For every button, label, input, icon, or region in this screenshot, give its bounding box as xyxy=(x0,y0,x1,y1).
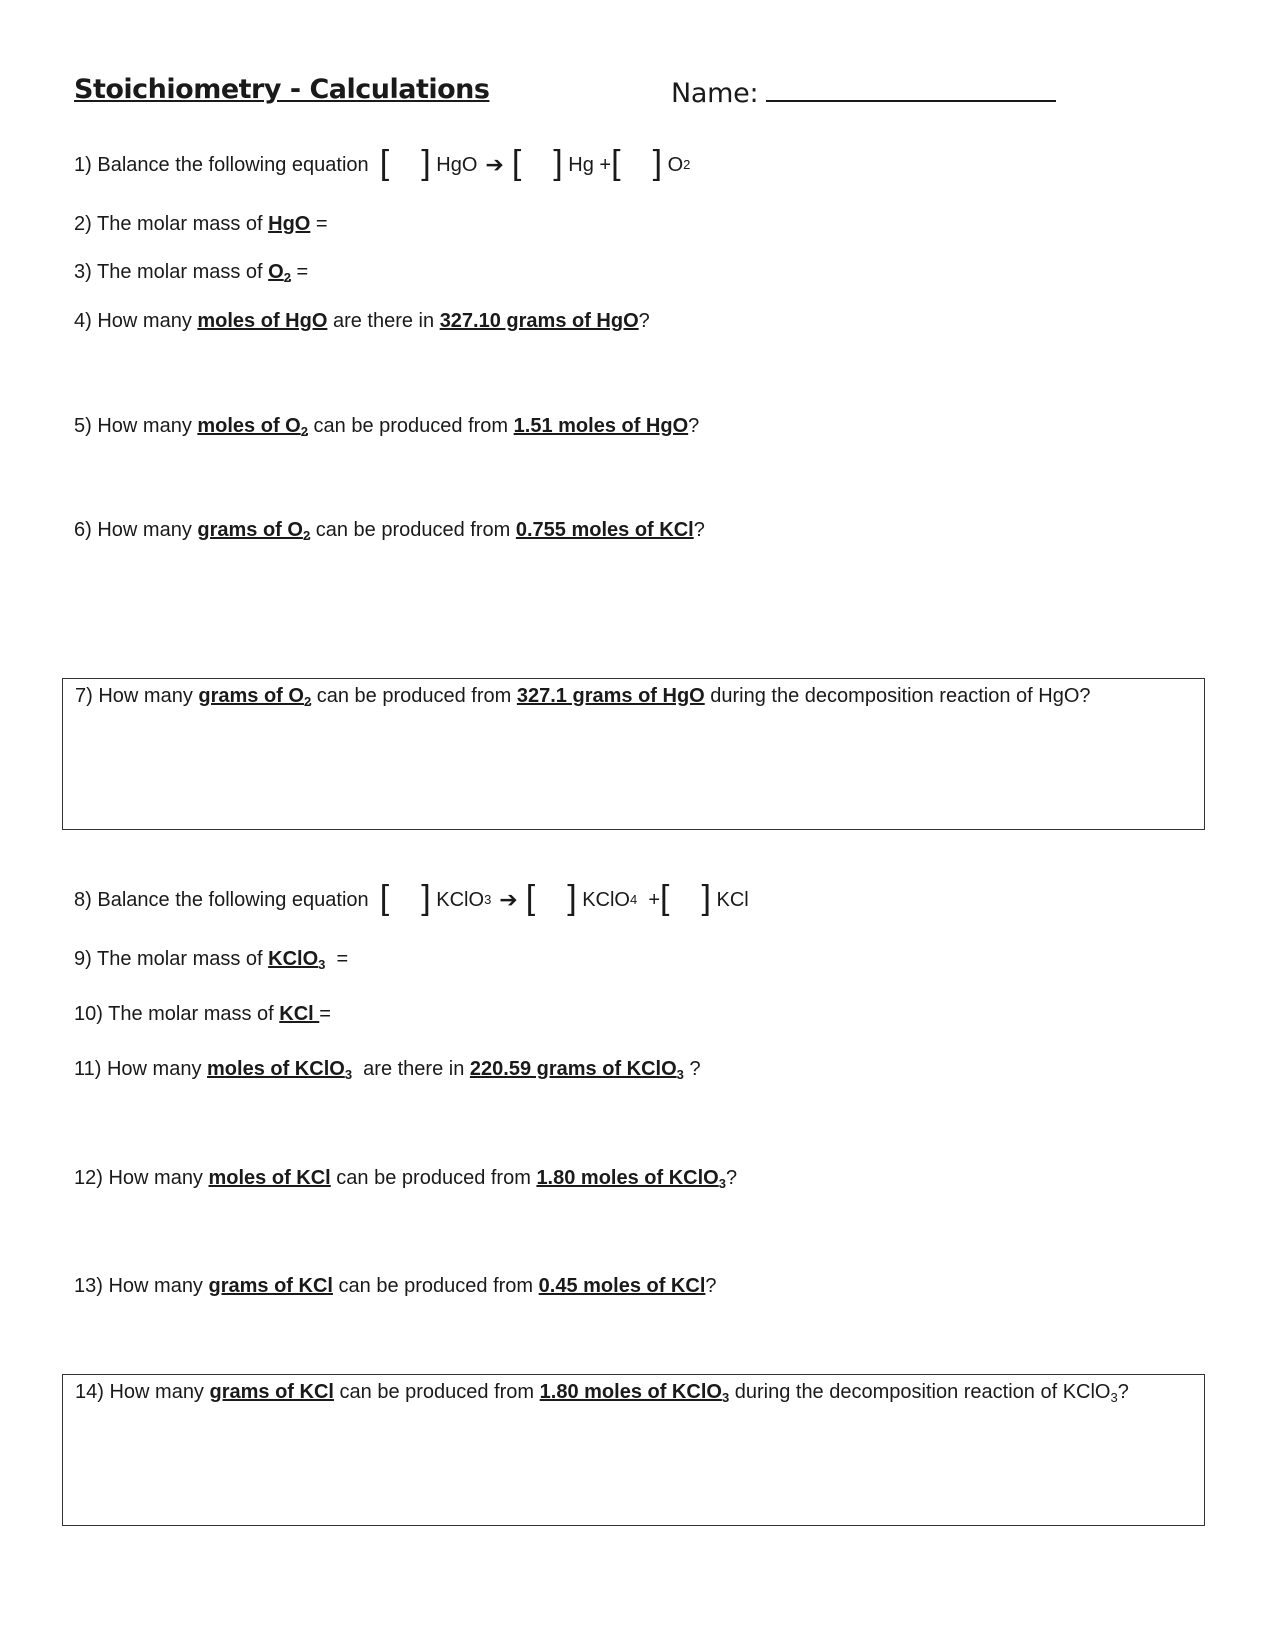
worksheet-title: Stoichiometry - Calculations xyxy=(74,74,490,105)
question-14 xyxy=(63,1375,1204,1404)
question-11 xyxy=(74,1058,701,1081)
text-q10-pre: 10) The molar mass of xyxy=(74,1003,280,1025)
text-q8-s2: KClO xyxy=(582,888,630,911)
text-q7-post: during the decomposition reaction of HgO? xyxy=(704,685,1091,707)
text-q5-b2: 1.51 moles of HgO xyxy=(513,415,689,437)
text-q2-post: = xyxy=(310,213,328,235)
text-q6-mid: can be produced from xyxy=(310,519,516,541)
name-field xyxy=(671,76,1056,109)
text-q1-species-0: HgO xyxy=(436,153,478,176)
text-q13-post: ? xyxy=(705,1275,717,1297)
text-q7-pre: 7) How many xyxy=(75,685,199,707)
name-blank-line[interactable] xyxy=(766,76,1056,102)
text-q13-pre: 13) How many xyxy=(74,1275,209,1297)
coefficient-bracket[interactable]: [ ] xyxy=(379,879,431,917)
question-3 xyxy=(74,261,308,284)
coefficient-bracket[interactable]: [ ] xyxy=(525,879,577,917)
bold-term xyxy=(540,1381,730,1403)
text-q9-bold: KClO xyxy=(268,948,319,970)
text-q3-sub: 2 xyxy=(283,270,291,285)
text-q11-b2sub: 3 xyxy=(676,1067,684,1082)
bold-term xyxy=(197,415,308,437)
bold-term xyxy=(198,685,311,707)
text-q4-b1: moles of HgO xyxy=(197,310,328,332)
text-q11-pre: 11) How many xyxy=(74,1058,208,1080)
text-q4-pre: 4) How many xyxy=(74,310,198,332)
text-q7-b1: grams of O xyxy=(198,685,304,707)
bold-term xyxy=(470,1058,684,1080)
text-q3-pre: 3) The molar mass of xyxy=(74,261,269,283)
bold-term xyxy=(268,261,291,283)
text-q10-bold: KCl xyxy=(279,1003,320,1025)
text-q6-b1sub: 2 xyxy=(302,528,311,543)
text-q9-sub: 3 xyxy=(318,957,326,972)
text-q13-mid: can be produced from xyxy=(332,1275,539,1297)
text-q7-b2: 327.1 grams of HgO xyxy=(516,685,705,707)
text-q7-b1sub: 2 xyxy=(303,694,312,709)
text-q11-post: ? xyxy=(683,1058,701,1080)
text-q1-num: 1) xyxy=(74,153,92,176)
question-1: 1) Balance the following equation [ ] HgO ➔ [ ] Hg + [ ] O 2 xyxy=(74,144,691,182)
coefficient-bracket[interactable]: [ ] xyxy=(660,879,711,917)
text-q6-pre: 6) How many xyxy=(74,519,198,541)
answer-box-question-14[interactable] xyxy=(62,1374,1205,1526)
text-q13-b1: grams of KCl xyxy=(208,1275,333,1297)
text-q12-b1: moles of KCl xyxy=(208,1167,331,1189)
text-q1-text: Balance the following equation xyxy=(97,153,369,176)
text-q8-s1: KClO xyxy=(436,888,485,911)
arrow-icon: ➔ xyxy=(485,152,504,177)
text-q5-b1sub: 2 xyxy=(300,424,308,439)
text-q4-b2: 327.10 grams of HgO xyxy=(439,310,639,332)
question-4 xyxy=(74,310,650,333)
text-q14-end: ? xyxy=(1117,1381,1129,1403)
text-q5-b1: moles of O xyxy=(197,415,301,437)
text-q13-b2: 0.45 moles of KCl xyxy=(538,1275,706,1297)
text-q11-mid: are there in xyxy=(357,1058,470,1080)
text-q1-species-2: O xyxy=(667,153,684,176)
bold-term xyxy=(207,1058,352,1080)
answer-box-question-7[interactable] xyxy=(62,678,1205,830)
text-q14-b2: 1.80 moles of KClO xyxy=(539,1381,722,1403)
text-q14-pre: 14) How many xyxy=(75,1381,210,1403)
bold-term xyxy=(268,948,325,970)
bold-term xyxy=(536,1167,726,1189)
question-7 xyxy=(63,679,1204,708)
text-q4-mid: are there in xyxy=(327,310,440,332)
text-q11-b2: 220.59 grams of KClO xyxy=(469,1058,677,1080)
text-q11-b1: moles of KClO xyxy=(207,1058,345,1080)
text-q7-mid: can be produced from xyxy=(311,685,517,707)
text-q9-post: = xyxy=(330,948,349,970)
text-q12-b2: 1.80 moles of KClO xyxy=(536,1167,719,1189)
text-q8-text: Balance the following equation xyxy=(97,888,369,911)
text-q6-post: ? xyxy=(693,519,705,541)
text-q2-pre: 2) The molar mass of xyxy=(74,213,269,235)
text-q1-species-1: Hg + xyxy=(568,153,612,176)
question-13 xyxy=(74,1275,717,1298)
text-q12-post: ? xyxy=(725,1167,738,1189)
question-12 xyxy=(74,1167,737,1190)
question-8: 8) Balance the following equation [ ] KClO 3 ➔ [ ] KClO 4 + [ ] KCl xyxy=(74,879,749,917)
question-10 xyxy=(74,1003,331,1026)
text-q9-pre: 9) The molar mass of xyxy=(74,948,269,970)
text-q14-b1: grams of KCl xyxy=(209,1381,334,1403)
text-q5-post: ? xyxy=(688,415,700,437)
text-q12-pre: 12) How many xyxy=(74,1167,209,1189)
question-5 xyxy=(74,415,699,438)
coefficient-bracket[interactable]: [ ] xyxy=(511,144,563,182)
text-q14-post: during the decomposition reaction of KClO xyxy=(729,1381,1111,1403)
bold-term xyxy=(197,519,310,541)
arrow-icon: ➔ xyxy=(499,887,518,912)
text-q6-b1: grams of O xyxy=(197,519,303,541)
text-q5-mid: can be produced from xyxy=(307,415,514,437)
text-q8-plus: + xyxy=(648,888,661,911)
coefficient-bracket[interactable]: [ ] xyxy=(611,144,663,182)
text-q12-mid: can be produced from xyxy=(330,1167,537,1189)
text-q14-b2sub: 3 xyxy=(721,1390,730,1405)
text-q14-mid: can be produced from xyxy=(333,1381,540,1403)
text-q5-pre: 5) How many xyxy=(74,415,198,437)
text-q3-bold: O xyxy=(268,261,284,283)
text-q14-postsub: 3 xyxy=(1110,1390,1118,1405)
text-q12-b2sub: 3 xyxy=(718,1176,726,1191)
text-q10-post: = xyxy=(319,1003,331,1025)
text-q3-post: = xyxy=(290,261,309,283)
text-q6-b2: 0.755 moles of KCl xyxy=(515,519,694,541)
text-q2-bold: HgO xyxy=(268,213,311,235)
question-2 xyxy=(74,213,328,236)
text-q8-s3: KCl xyxy=(716,888,749,911)
text-q8-num: 8) xyxy=(74,888,92,911)
name-label: Name: xyxy=(671,78,759,109)
question-6 xyxy=(74,519,705,542)
text-q11-b1sub: 3 xyxy=(344,1067,353,1082)
coefficient-bracket[interactable]: [ ] xyxy=(379,144,431,182)
text-q4-post: ? xyxy=(638,310,650,332)
question-9 xyxy=(74,948,348,971)
